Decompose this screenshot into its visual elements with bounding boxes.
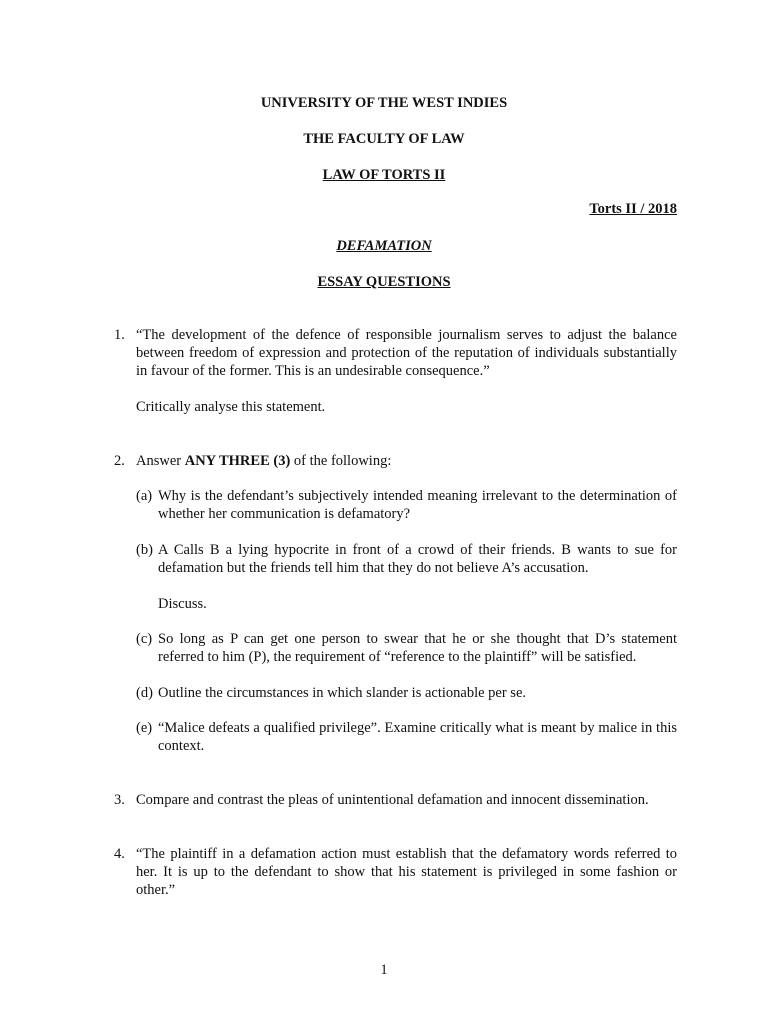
section-title: ESSAY QUESTIONS bbox=[317, 274, 451, 290]
question-2e-label: (e) bbox=[136, 720, 153, 736]
question-2a-text: Why is the defendant’s subjectively intended meaning irrelevant to the determination of whether her communication is defamatory? bbox=[158, 488, 677, 522]
question-1-instruction: Critically analyse this statement. bbox=[136, 399, 326, 415]
topic-title: DEFAMATION bbox=[336, 238, 432, 254]
question-2b-instruction: Discuss. bbox=[158, 596, 207, 612]
topic-heading bbox=[0, 237, 768, 255]
question-2a-label: (a) bbox=[136, 488, 153, 504]
question-2-intro bbox=[136, 452, 677, 470]
faculty-heading: THE FACULTY OF LAW bbox=[303, 131, 465, 147]
exam-reference: Torts II / 2018 bbox=[589, 201, 677, 217]
question-2e-text: “Malice defeats a qualified privilege”. Examine critically what is meant by malice in this context. bbox=[158, 720, 677, 754]
question-1-text: “The development of the defence of responsible journalism serves to adjust the balance between freedom of expression and protection of the reputation of individuals substantially in favour of the former. This is an undesirable consequence.” bbox=[136, 327, 677, 379]
question-2-number: 2. bbox=[114, 453, 125, 469]
question-2c-label: (c) bbox=[136, 631, 153, 647]
question-2-intro-prefix: Answer bbox=[136, 453, 185, 469]
question-2b-label: (b) bbox=[136, 542, 153, 558]
course-title: LAW OF TORTS II bbox=[322, 167, 446, 183]
question-4-number: 4. bbox=[114, 846, 125, 862]
page-number: 1 bbox=[380, 962, 388, 978]
university-heading: UNIVERSITY OF THE WEST INDIES bbox=[260, 95, 508, 111]
question-2b-text: A Calls B a lying hypocrite in front of a crowd of their friends. B wants to sue for defamation but the friends tell him that they do not believe A’s accusation. bbox=[158, 542, 677, 576]
question-2-intro-suffix: of the following: bbox=[290, 453, 392, 469]
question-3-number: 3. bbox=[114, 792, 125, 808]
question-4-text: “The plaintiff in a defamation action must establish that the defamatory words referred to her. It is up to the defendant to show that his statement is privileged in some fashion or other.” bbox=[136, 846, 677, 898]
question-3-text: Compare and contrast the pleas of unintentional defamation and innocent dissemination. bbox=[136, 792, 649, 808]
question-2c-text: So long as P can get one person to swear that he or she thought that D’s statement referred to him (P), the requirement of “reference to the plaintiff” will be satisfied. bbox=[158, 631, 677, 665]
section-heading bbox=[0, 273, 768, 291]
question-2d-text: Outline the circumstances in which slander is actionable per se. bbox=[158, 685, 527, 701]
course-heading bbox=[0, 166, 768, 184]
question-2d-label: (d) bbox=[136, 685, 153, 701]
question-2-intro-bold: ANY THREE (3) bbox=[184, 453, 291, 469]
question-1-number: 1. bbox=[114, 327, 125, 343]
